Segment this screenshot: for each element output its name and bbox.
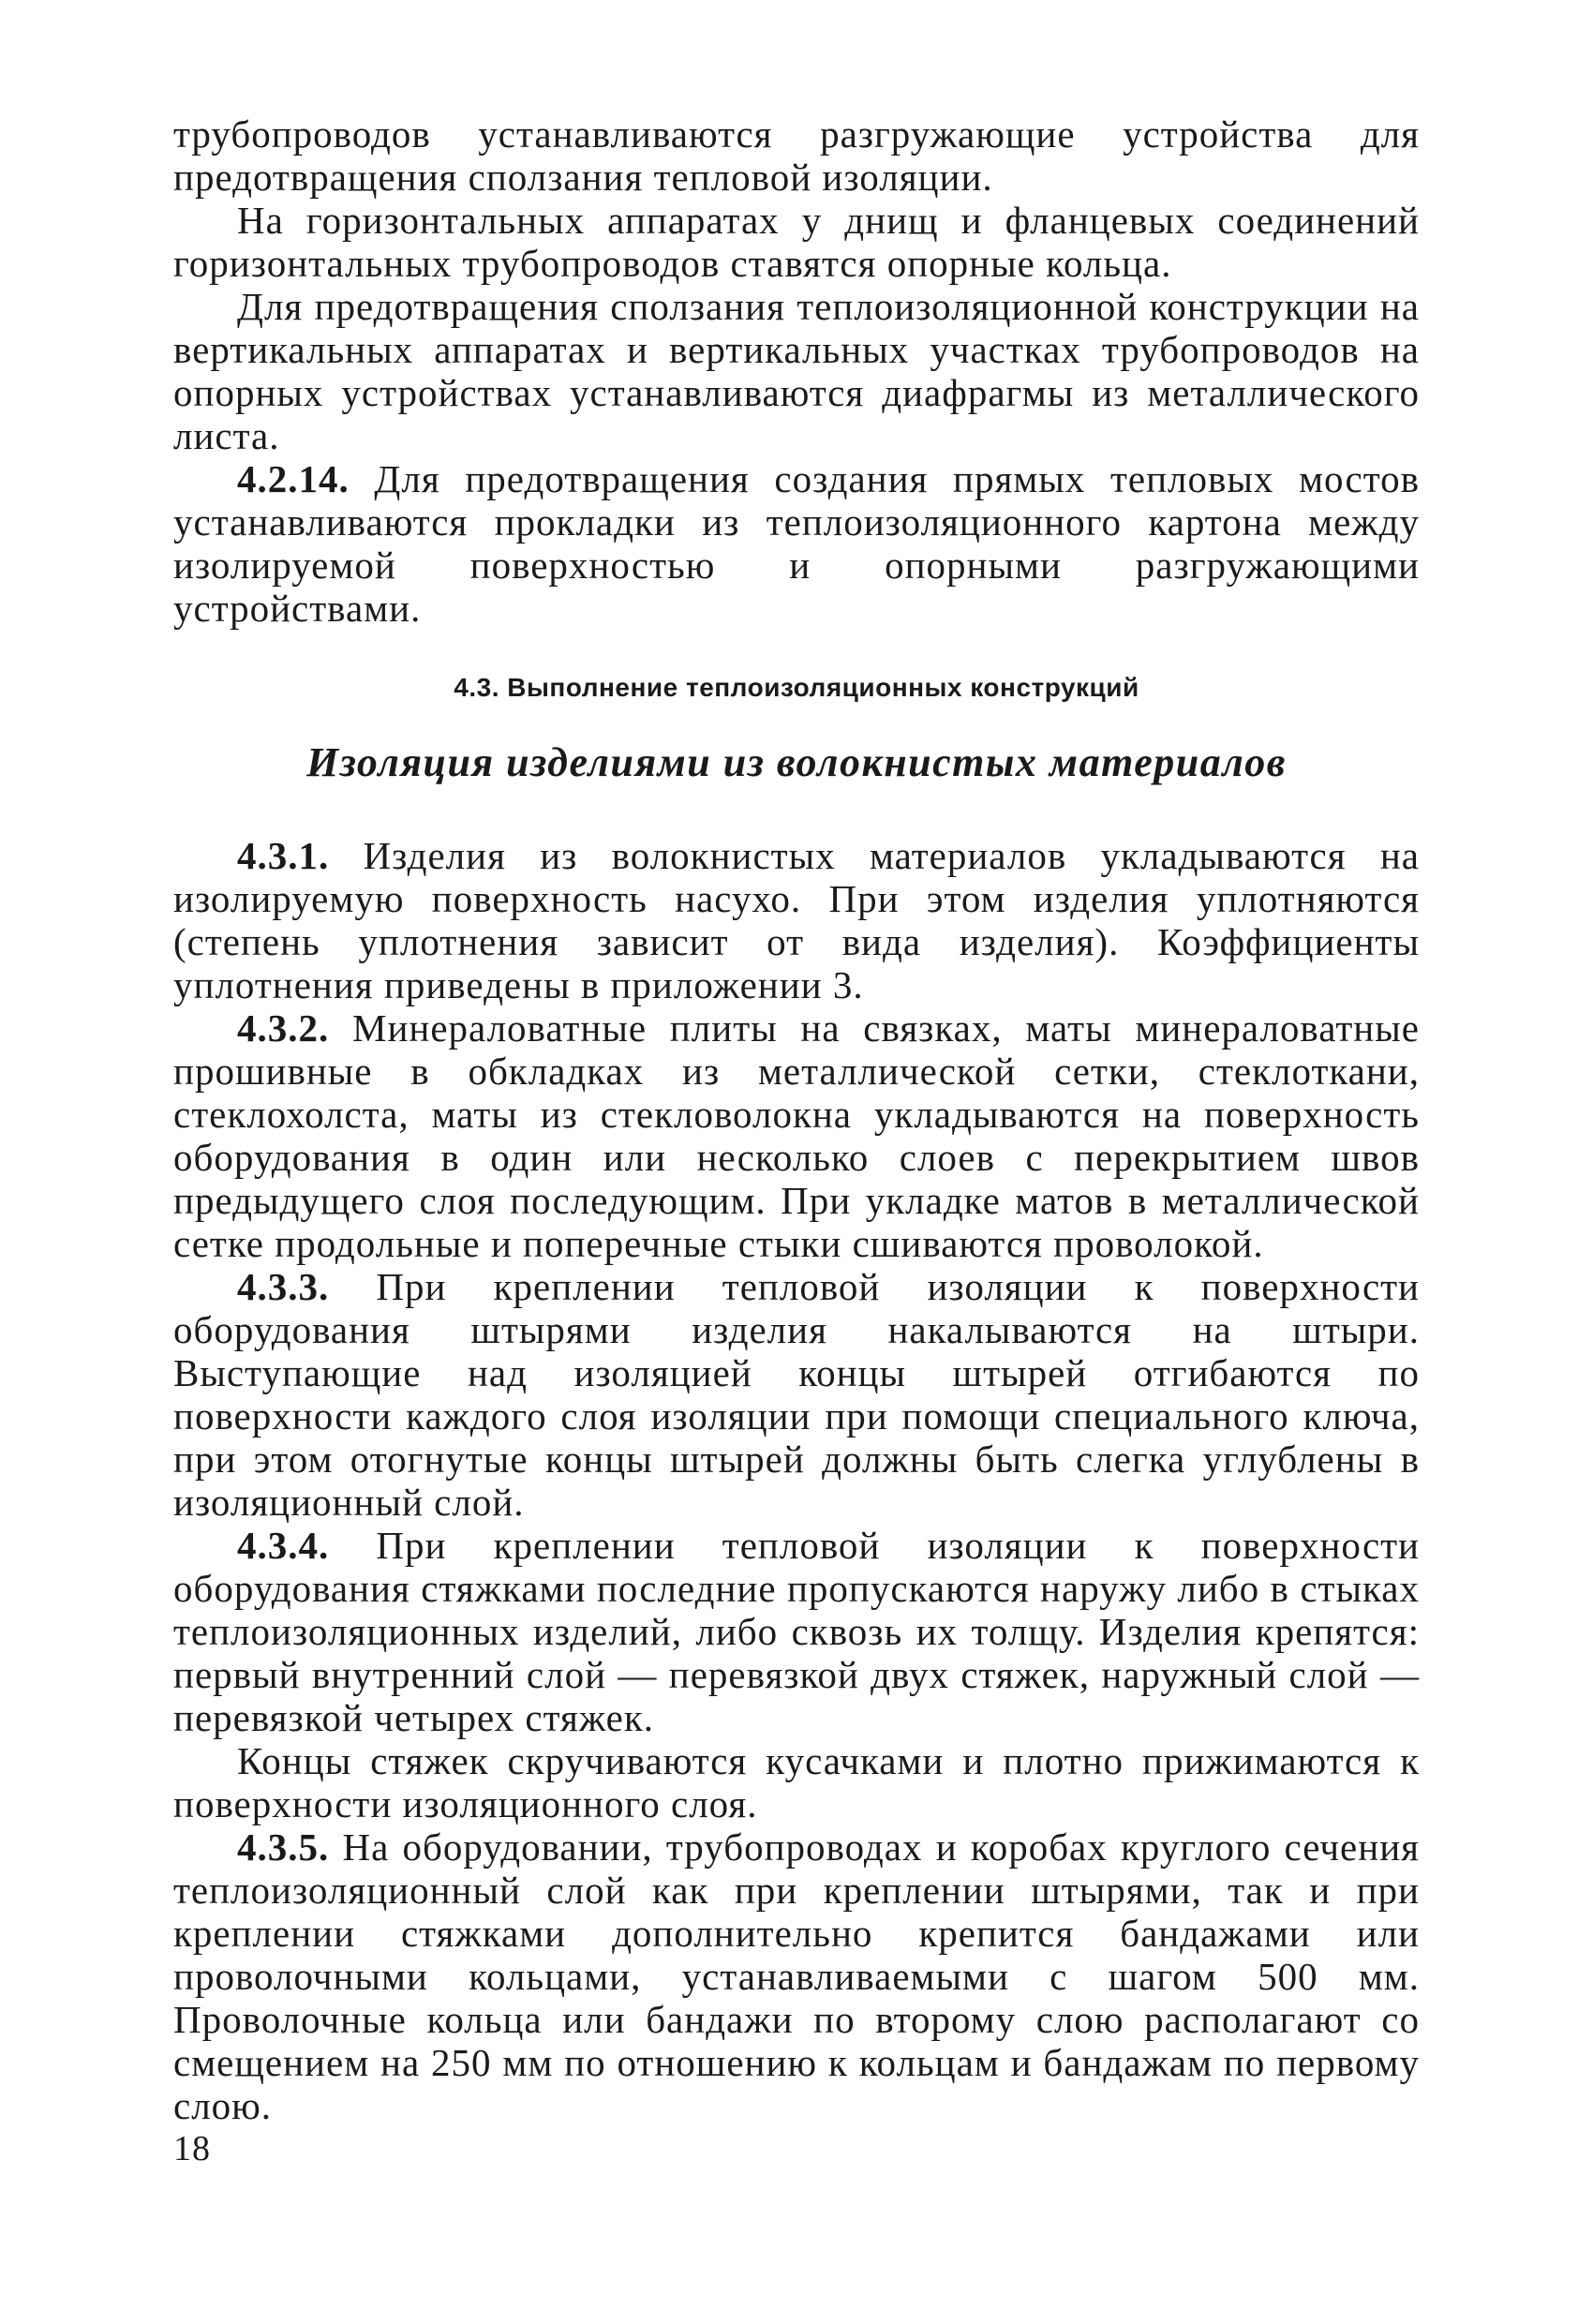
paragraph-4-3-3 (173, 1265, 1420, 1524)
paragraph-4-3-4 (173, 1524, 1420, 1739)
clause-number: 4.3.4. (237, 1524, 330, 1567)
clause-text: Для предотвращения создания прямых тепловых мостов устанавливаются прокладки из теплоизоляционного картона между изолируемой поверхностью и опорными разгружающими устройствами. (173, 457, 1420, 630)
clause-text: При креплении тепловой изоляции к поверхности оборудования стяжками последние пропускаются наружу либо в стыках теплоизоляционных изделий, либо сквозь их толщу. Изделия крепятся: первый внутренний слой — перевязкой двух стяжек, наружный слой — перевязкой четырех стяжек. (173, 1524, 1420, 1739)
clause-text: Изделия из волокнистых материалов укладываются на изолируемую поверхность насухо. При этом изделия уплотняются (степень уплотнения зависит от вида изделия). Коэффициенты уплотнения приведены в приложении 3. (173, 834, 1420, 1006)
paragraph-4-3-2 (173, 1006, 1420, 1265)
clause-number: 4.3.5. (237, 1825, 330, 1869)
clause-number: 4.3.1. (237, 834, 330, 877)
paragraph-ties-twisted: Концы стяжек скручиваются кусачками и плотно прижимаются к поверхности изоляционного слоя. (173, 1739, 1420, 1825)
clause-text: При креплении тепловой изоляции к поверхности оборудования штырями изделия накалываются на штыри. Выступающие над изоляцией концы штырей отгибаются по поверхности каждого слоя изоляции при помощи специального ключа, при этом отогнутые концы штырей должны быть слегка углублены в изоляционный слой. (173, 1265, 1420, 1524)
paragraph-diaphragms: Для предотвращения сползания теплоизоляционной конструкции на вертикальных аппаратах и вертикальных участках трубопроводов на опорных устройствах устанавливаются диафрагмы из металлического листа. (173, 285, 1420, 457)
paragraph-4-3-5 (173, 1825, 1420, 2127)
page-number: 18 (173, 2129, 211, 2168)
clause-text: На оборудовании, трубопроводах и коробах круглого сечения теплоизоляционный слой как при креплении штырями, так и при креплении стяжками дополнительно крепится бандажами или проволочными кольцами, устанавливаемыми с шагом 500 мм. Проволочные кольца или бандажи по второму слою располагают со смещением на 250 мм по отношению к кольцам и бандажам по первому слою. (173, 1825, 1420, 2127)
clause-text: Минераловатные плиты на связках, маты минераловатные прошивные в обкладках из металлической сетки, стеклоткани, стеклохолста, маты из стекловолокна укладываются на поверхность оборудования в один или несколько слоев с перекрытием швов предыдущего слоя последующим. При укладке матов в металлической сетке продольные и поперечные стыки сшиваются проволокой. (173, 1006, 1420, 1265)
clause-number: 4.3.2. (237, 1006, 330, 1050)
section-heading: 4.3. Выполнение теплоизоляционных конструкций (454, 673, 1139, 702)
paragraph-4-3-1 (173, 834, 1420, 1006)
paragraph-4-2-14 (173, 457, 1420, 630)
intro-text-block (173, 112, 1420, 630)
paragraph-support-rings: На горизонтальных аппаратах у днищ и фланцевых соединений горизонтальных трубопроводов ставятся опорные кольца. (173, 199, 1420, 285)
main-text-block (173, 834, 1420, 2127)
clause-number: 4.3.3. (237, 1265, 330, 1308)
section-subheading: Изоляция изделиями из волокнистых материалов (306, 739, 1287, 785)
paragraph-continuation: трубопроводов устанавливаются разгружающие устройства для предотвращения сползания тепловой изоляции. (173, 112, 1420, 199)
clause-number: 4.2.14. (237, 457, 350, 500)
